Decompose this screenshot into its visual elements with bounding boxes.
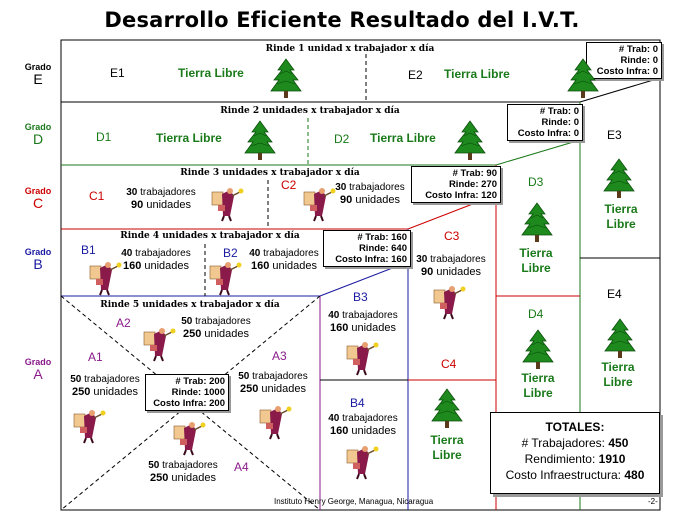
stats-b4: 40 trabajadores 160 unidades [328,413,398,437]
totals-box: TOTALES: # Trabajadores: 450 Rendimiento: 1910 Costo Infraestructura: 480 [490,412,660,494]
grade-d-info-box: # Trab: 0 Rinde: 0 Costo Infra: 0 [507,104,583,141]
zone-d3-label: D3 [528,175,544,189]
worker-icon [210,186,244,222]
page-title: Desarrollo Eficiente Resultado del I.V.T. [104,8,580,32]
row-title-grade-b: Rinde 4 unidades x trabajador x día [120,231,300,241]
zone-e3-label: E3 [607,128,622,142]
worker-icon [345,340,379,376]
tierra-libre-d4: Tierra Libre [521,371,555,400]
tierra-libre-d3: Tierra Libre [519,246,553,275]
stats-b1: 40 trabajadores 160 unidades [121,248,191,272]
worker-icon [345,444,379,480]
tree-icon [452,120,488,162]
footer-institute: Instituto Henry George, Managua, Nicaragua [274,497,434,506]
zone-d1-label: D1 [96,130,112,144]
zone-c4-label: C4 [441,357,457,371]
zone-c3-label: C3 [444,229,460,243]
worker-icon [172,420,206,456]
tree-icon [520,329,556,371]
tree-icon [242,120,278,162]
zone-b4-label: B4 [350,396,365,410]
zone-a4-label: A4 [234,460,249,474]
zone-d2-label: D2 [334,132,350,146]
grade-d-label: Grado D [24,122,52,147]
zone-e4-label: E4 [607,287,622,301]
grade-e-info-box: # Trab: 0 Rinde: 0 Costo Infra: 0 [586,42,662,79]
zone-a2-label: A2 [116,316,131,330]
zone-c2-label: C2 [281,178,297,192]
stats-a4: 50 trabajadores 250 unidades [148,460,218,484]
tierra-libre-c4: Tierra Libre [430,433,464,462]
stats-a2: 50 trabajadores 250 unidades [181,316,251,340]
zone-b3-label: B3 [353,290,368,304]
stats-c1: 30 trabajadores 90 unidades [126,187,196,211]
footer-page-number: -2- [648,497,658,506]
row-title-grade-c: Rinde 3 unidades x trabajador x día [180,168,360,178]
row-title-grade-e: Rinde 1 unidad x trabajador x día [265,44,435,54]
tierra-libre-d1: Tierra Libre [156,131,222,145]
worker-icon [88,260,122,296]
zone-c1-label: C1 [89,189,105,203]
worker-icon [302,186,336,222]
tree-icon [601,158,637,200]
row-title-grade-a: Rinde 5 unidades x trabajador x día [100,300,280,310]
zone-a1-label: A1 [88,350,103,364]
worker-icon [432,284,466,320]
grade-a-label: Grado A [24,357,52,382]
tierra-libre-e1: Tierra Libre [178,66,244,80]
zone-d4-label: D4 [528,307,544,321]
grade-c-label: Grado C [24,186,52,211]
stats-a1: 50 trabajadores 250 unidades [70,374,140,398]
worker-icon [72,408,106,444]
zone-e2-label: E2 [408,68,423,82]
grade-c-info-box: # Trab: 90 Rinde: 270 Costo Infra: 120 [411,166,501,203]
stats-a3: 50 trabajadores 250 unidades [238,371,308,395]
worker-icon [142,326,176,362]
grade-e-label: Grado E [24,62,52,87]
zone-b1-label: B1 [81,243,96,257]
row-title-grade-d: Rinde 2 unidades x trabajador x día [220,106,400,116]
grade-a-info-box: # Trab: 200 Rinde: 1000 Costo Infra: 200 [145,374,229,411]
tree-icon [268,58,304,100]
zone-e1-label: E1 [110,66,125,80]
tree-icon [429,388,465,430]
tree-icon [565,58,601,100]
stats-b3: 40 trabajadores 160 unidades [328,310,398,334]
tierra-libre-e2: Tierra Libre [444,67,510,81]
grade-b-info-box: # Trab: 160 Rinde: 640 Costo Infra: 160 [323,230,411,267]
tree-icon [519,202,555,244]
tierra-libre-d2: Tierra Libre [370,131,436,145]
tree-icon [602,318,638,360]
stats-c3: 30 trabajadores 90 unidades [416,254,486,278]
grade-b-label: Grado B [24,247,52,272]
stats-b2: 40 trabajadores 160 unidades [249,248,319,272]
worker-icon [258,404,292,440]
tierra-libre-e3: Tierra Libre [604,202,638,231]
tierra-libre-e4: Tierra Libre [601,360,635,389]
zone-a3-label: A3 [272,349,287,363]
zone-b2-label: B2 [223,246,238,260]
worker-icon [208,260,242,296]
stats-c2: 30 trabajadores 90 unidades [335,182,405,206]
